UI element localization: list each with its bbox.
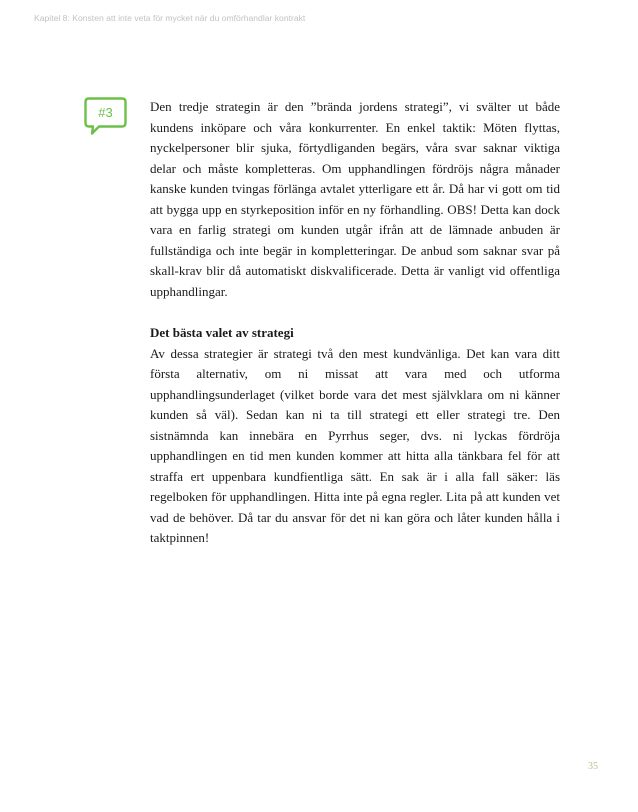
strategy-number-badge: [84, 97, 127, 135]
page-content: [150, 97, 560, 549]
running-header: Kapitel 8: Konsten att inte veta för mycket när du omförhandlar kontrakt: [34, 13, 306, 23]
page-number: 35: [588, 761, 598, 772]
badge-label: #3: [98, 105, 113, 120]
body-paragraph: Av dessa strategier är strategi två den mest kundvänliga. Det kan vara ditt första alternativ, om ni missat att vara med och utforma upphandlingsunderlaget (vilket borde vara det mest självklara om ni känner kunden så väl). Sedan kan ni ta till strategi ett eller strategi tre. Den sistnämnda kan innebära en Pyrrhus seger, dvs. ni lyckas fördröja upphandlingen en tid men kunden kommer att hitta alla tänkbara fel för att straffa ert uppenbara kundfientliga sätt. En sak är i alla fall säker: läs regelboken för upphandlingen. Hitta inte på egna regler. Lita på att kunden vet vad de behöver. Då tar du ansvar för det ni kan göra och låter kunden hålla i taktpinnen!: [150, 345, 560, 545]
section-heading: Det bästa valet av strategi: [150, 325, 294, 340]
body-paragraph: Den tredje strategin är den ”brända jordens strategi”, vi svälter ut både kundens inköpare och våra konkurrenter. En enkel taktik: Möten flyttas, nyckelpersoner blir sjuka, förtydliganden begärs, våra svar saknar viktiga delar och måste kompletteras. Om upphandlingen fördröjs några månader kanske kunden tvingas förlänga avtalet ytterligare ett år. Då har vi gott om tid att bygga upp en styrkeposition inför en ny förhandling. OBS! Detta kan dock vara en farlig strategi om kunden utgår ifrån att de lämnade anbuden är fullständiga och inte begär in kompletteringar. De anbud som saknar svar på skall-krav blir då automatiskt diskvalificerade. Detta är vanligt vid offentliga upphandlingar.: [150, 99, 560, 299]
